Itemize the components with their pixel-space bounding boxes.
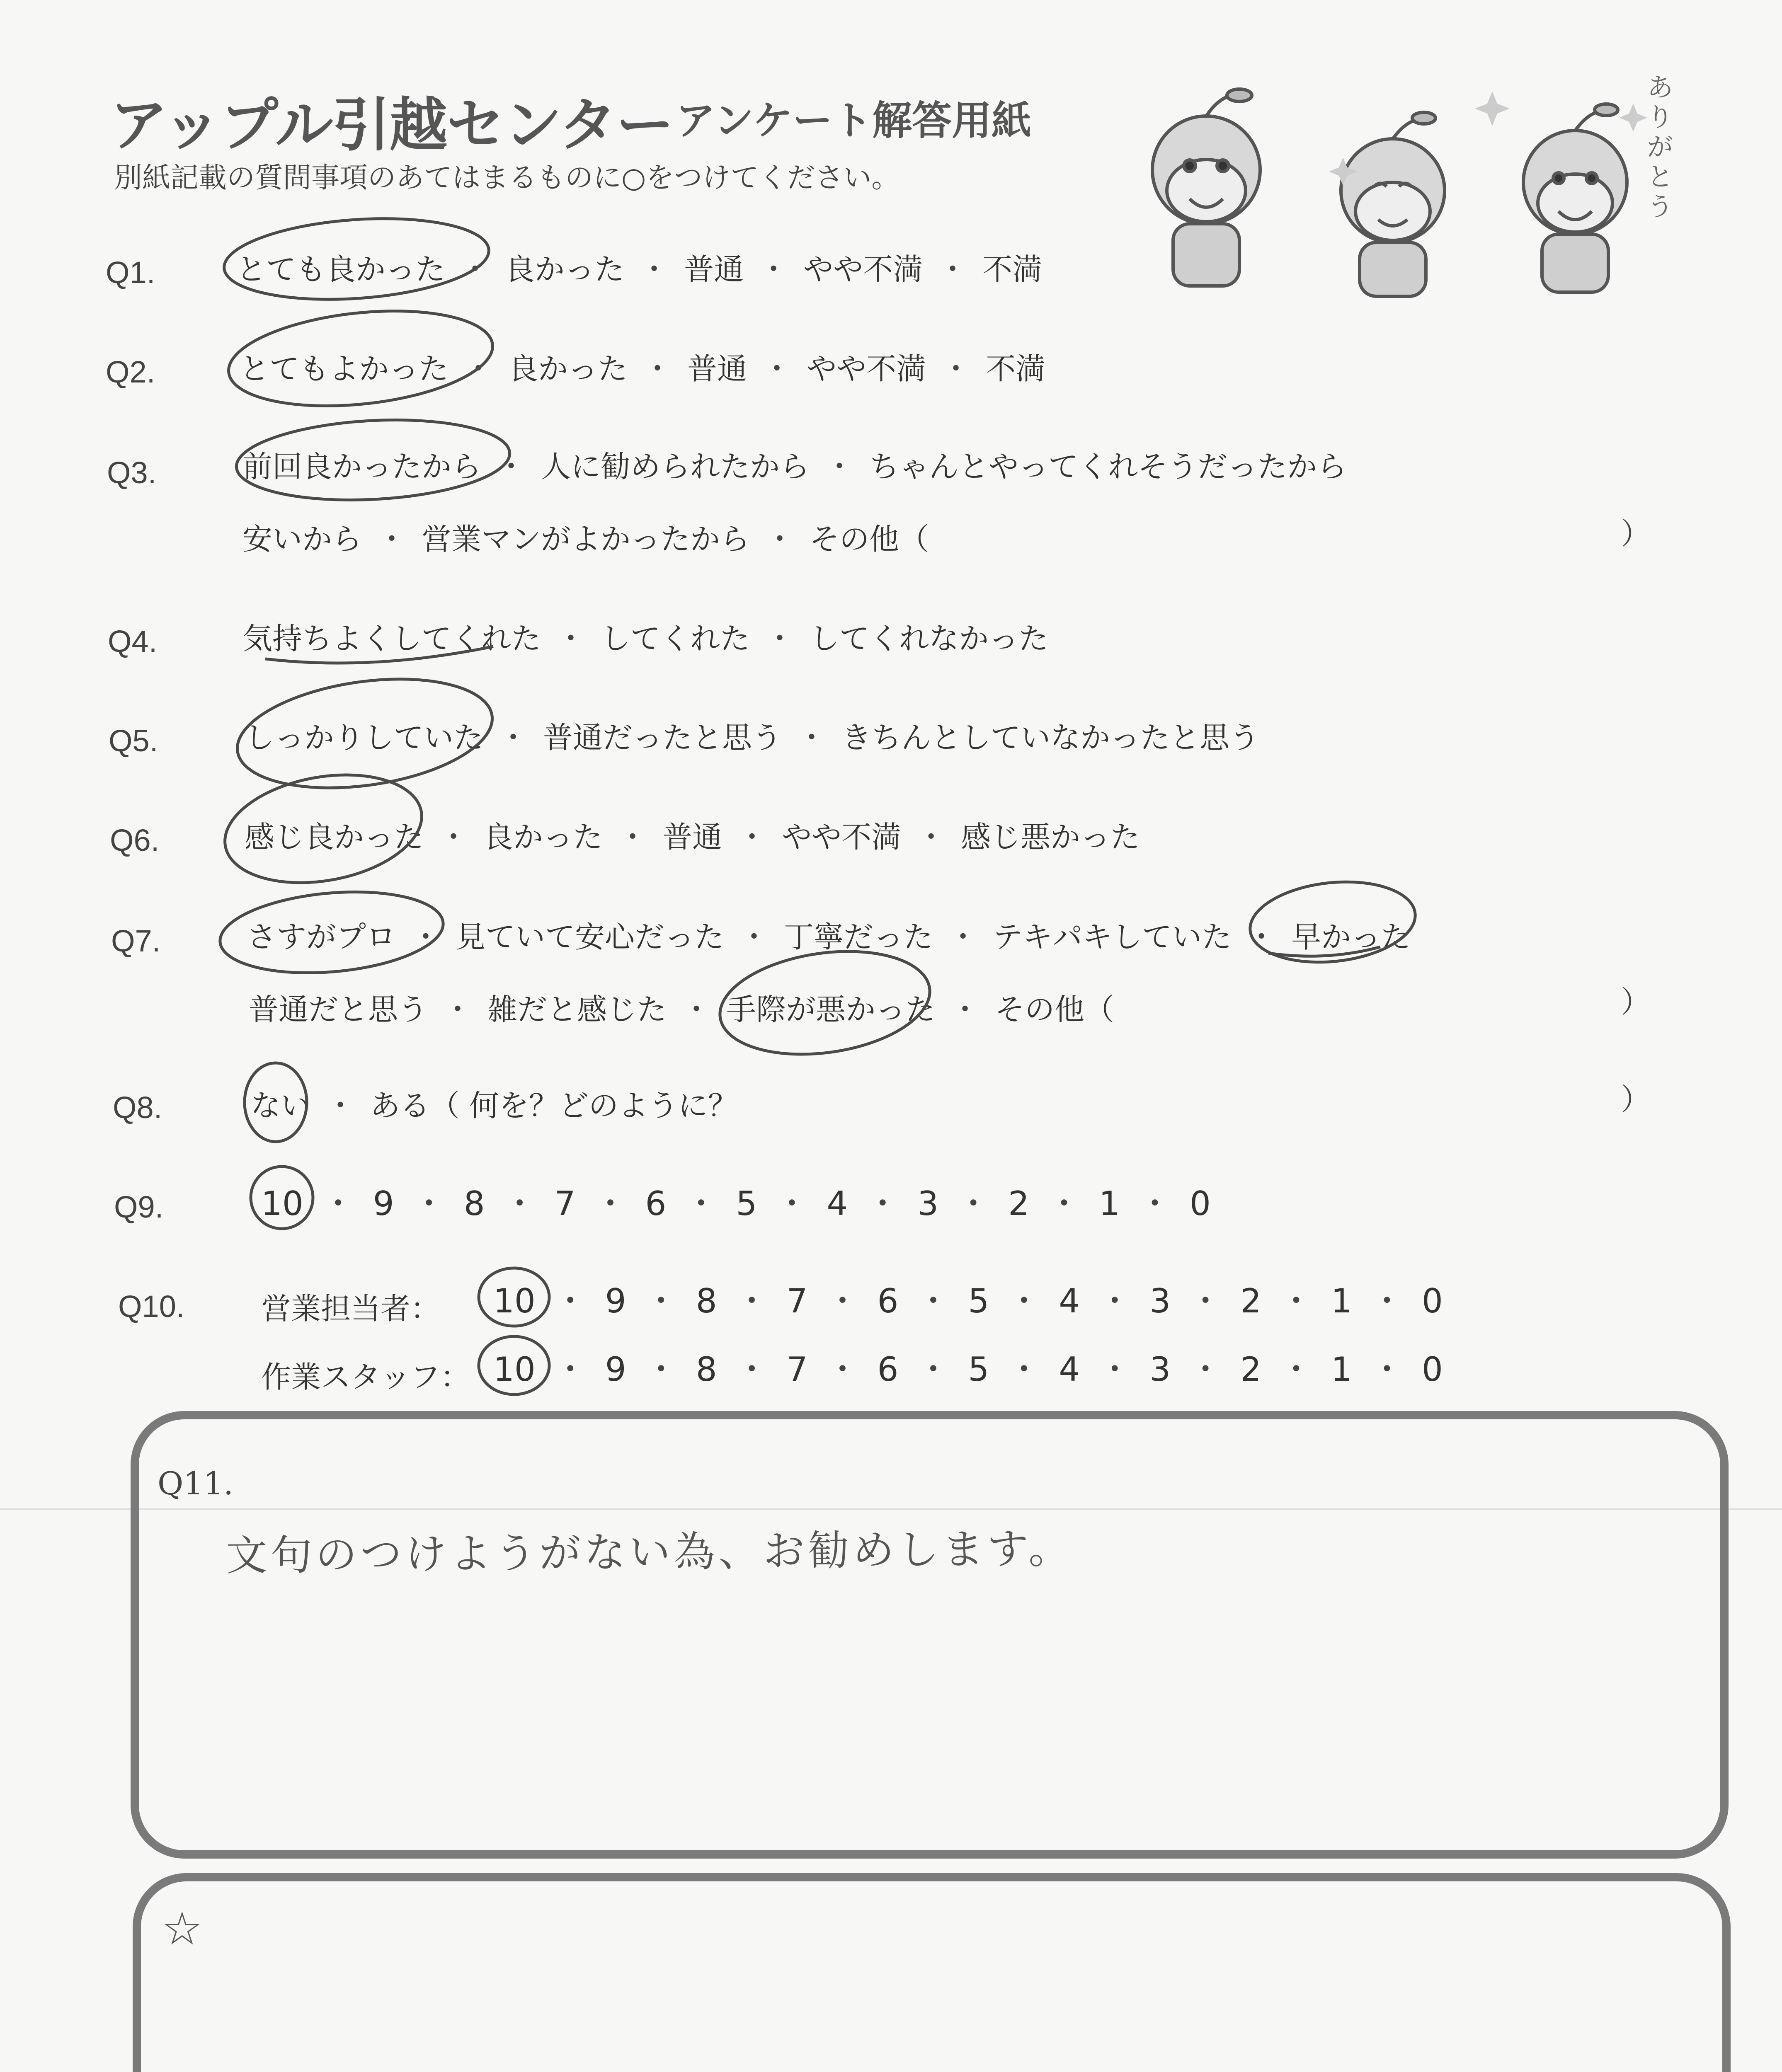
q10-staff-option[interactable]: 1	[1331, 1350, 1352, 1389]
q1-option[interactable]: 不満	[982, 252, 1043, 287]
q8-option[interactable]: ない	[251, 1088, 311, 1123]
q10-staff-label: 作業スタッフ：	[261, 1360, 470, 1394]
q10-sales-option[interactable]: 2	[1240, 1282, 1262, 1320]
q3-option[interactable]: 営業マンがよかったから	[422, 522, 750, 557]
q9-answer-circle	[251, 1167, 313, 1229]
q10-staff-option[interactable]: 5	[968, 1350, 989, 1389]
q5-option[interactable]: しっかりしていた	[245, 720, 484, 755]
q7-answer-circle-3	[713, 939, 936, 1067]
q4-label: Q4.	[108, 624, 158, 658]
q4-answer-curve	[265, 646, 493, 663]
q7-option[interactable]: 早かった	[1291, 920, 1411, 954]
q7-close-paren: ）	[1621, 985, 1651, 1019]
q10-sales-option[interactable]: 7	[786, 1282, 808, 1320]
q3-option[interactable]: ちゃんとやってくれそうだったから	[869, 449, 1347, 484]
q10-sales-option[interactable]: 1	[1331, 1282, 1352, 1320]
company-title: アップル引越センター	[110, 92, 674, 159]
q9-option[interactable]: 3	[917, 1184, 939, 1223]
q4-option[interactable]: してくれなかった	[810, 621, 1049, 656]
q7-option[interactable]: テキパキしていた	[993, 920, 1232, 954]
q10-sales-option[interactable]: 10	[493, 1282, 536, 1320]
q4-option[interactable]: してくれた	[601, 621, 750, 656]
q3-options-line2: 安いから ・ 営業マンがよかったから ・ その他（	[242, 522, 929, 557]
q6-option[interactable]: 感じ悪かった	[961, 820, 1140, 854]
q6-options: 感じ良かった ・ 良かった ・ 普通 ・ やや不満 ・ 感じ悪かった	[245, 820, 1140, 854]
free-comment-box[interactable]	[133, 1873, 1731, 2072]
q7-option[interactable]: さすがプロ	[247, 920, 396, 954]
q8-label: Q8.	[113, 1090, 162, 1125]
q3-close-paren: ）	[1621, 516, 1651, 551]
star-icon: ☆	[162, 1902, 203, 1955]
q1-options: とても良かった ・ 良かった ・ 普通 ・ やや不満 ・ 不満	[236, 252, 1043, 287]
q2-option[interactable]: やや不満	[807, 351, 926, 386]
q7-options-line2: 普通だと思う ・ 雑だと感じた ・ 手際が悪かった ・ その他（	[249, 992, 1115, 1027]
q9-option[interactable]: 1	[1099, 1184, 1120, 1223]
q7-option[interactable]: 手際が悪かった	[726, 992, 936, 1027]
q7-answer-circle-1	[217, 884, 447, 981]
q5-options: しっかりしていた ・ 普通だったと思う ・ きちんとしていなかったと思う	[245, 720, 1260, 755]
instruction-text: 別紙記載の質問事項のあてはまるものに○をつけてください。	[114, 162, 900, 194]
thanks-text: ありがとう	[1647, 72, 1673, 222]
q10-staff-option[interactable]: 7	[786, 1350, 808, 1389]
q8-options: ない ・ ある（ 何を？どのように？	[251, 1088, 738, 1123]
q3-answer-circle	[234, 414, 512, 506]
q11-comment-box[interactable]	[131, 1411, 1729, 1859]
q10-staff-option[interactable]: 3	[1149, 1350, 1171, 1389]
q9-option[interactable]: 4	[827, 1184, 848, 1223]
q9-option[interactable]: 2	[1008, 1184, 1030, 1223]
q9-option[interactable]: 6	[645, 1184, 667, 1223]
q10-sales-option[interactable]: 9	[605, 1282, 626, 1320]
q6-option[interactable]: 良かった	[483, 820, 603, 854]
q10-sales-option[interactable]: 5	[968, 1282, 989, 1320]
q10-sales-option[interactable]: 6	[877, 1282, 899, 1320]
q7-option[interactable]: 丁寧だった	[784, 920, 933, 954]
q7-option[interactable]: その他（	[995, 992, 1115, 1027]
q9-option[interactable]: 8	[463, 1184, 485, 1223]
q9-option[interactable]: 5	[736, 1184, 757, 1223]
q10-sales-option[interactable]: 8	[696, 1282, 717, 1320]
q2-option[interactable]: とてもよかった	[240, 351, 449, 386]
q6-option[interactable]: 感じ良かった	[245, 820, 424, 854]
q10-staff-option[interactable]: 4	[1059, 1350, 1080, 1389]
q10-sales-scale: 10 ・ 9 ・ 8 ・ 7 ・ 6 ・ 5 ・ 4 ・ 3 ・ 2 ・ 1 ・ 0	[493, 1282, 1443, 1320]
q6-option[interactable]: やや不満	[782, 820, 902, 854]
q10-staff-option[interactable]: 9	[605, 1350, 626, 1389]
form-title: アンケート解答用紙	[676, 97, 1032, 144]
q10-staff-option[interactable]: 6	[877, 1350, 899, 1389]
q5-label: Q5.	[109, 724, 158, 758]
q2-option[interactable]: 良かった	[508, 351, 628, 386]
q6-option[interactable]: 普通	[662, 820, 722, 854]
q10-label: Q10.	[118, 1289, 185, 1324]
q8-answer-circle	[245, 1063, 307, 1142]
q3-label: Q3.	[107, 455, 157, 490]
q7-option[interactable]: 見ていて安心だった	[456, 920, 725, 954]
q8-option[interactable]: ある（ 何を？どのように？	[370, 1088, 738, 1123]
q5-answer-circle	[230, 664, 499, 803]
q2-label: Q2.	[106, 355, 155, 389]
q7-option[interactable]: 雑だと感じた	[487, 992, 667, 1027]
q2-options: とてもよかった ・ 良かった ・ 普通 ・ やや不満 ・ 不満	[240, 351, 1046, 386]
q9-option[interactable]: 9	[373, 1184, 394, 1223]
q9-label: Q9.	[114, 1190, 164, 1224]
q10-sales-option[interactable]: 4	[1059, 1282, 1080, 1320]
q4-option[interactable]: 気持ちよくしてくれた	[242, 621, 541, 656]
q10-sales-label: 営業担当者：	[261, 1291, 441, 1326]
q1-label: Q1.	[106, 255, 155, 290]
q1-option[interactable]: やや不満	[803, 252, 923, 287]
q10-staff-option[interactable]: 8	[696, 1350, 717, 1389]
q3-option[interactable]: その他（	[810, 522, 929, 557]
q5-option[interactable]: きちんとしていなかったと思う	[841, 720, 1260, 755]
q9-option[interactable]: 0	[1189, 1184, 1211, 1223]
q10-sales-answer-circle	[479, 1268, 549, 1326]
q10-staff-option[interactable]: 0	[1421, 1350, 1443, 1389]
q10-staff-option[interactable]: 10	[493, 1350, 536, 1389]
q10-staff-option[interactable]: 2	[1240, 1350, 1262, 1389]
q7-options-line1: さすがプロ ・ 見ていて安心だった ・ 丁寧だった ・ テキパキしていた ・ 早かった	[247, 920, 1411, 954]
q4-options: 気持ちよくしてくれた ・ してくれた ・ してくれなかった	[242, 621, 1049, 656]
q3-options-line1: 前回良かったから ・ 人に勧められたから ・ ちゃんとやってくれそうだったから	[242, 449, 1347, 484]
q1-option[interactable]: とても良かった	[236, 252, 446, 287]
q10-staff-scale: 10 ・ 9 ・ 8 ・ 7 ・ 6 ・ 5 ・ 4 ・ 3 ・ 2 ・ 1 ・ 0	[493, 1350, 1443, 1389]
q1-option[interactable]: 普通	[684, 252, 744, 287]
q7-label: Q7.	[111, 924, 161, 958]
q2-option[interactable]: 普通	[687, 351, 747, 386]
q3-option[interactable]: 前回良かったから	[242, 449, 482, 484]
q1-option[interactable]: 良かった	[505, 252, 625, 287]
q9-option[interactable]: 7	[554, 1184, 576, 1223]
q3-option[interactable]: 安いから	[242, 522, 362, 557]
q8-close-paren: ）	[1621, 1082, 1651, 1117]
q7-option[interactable]: 普通だと思う	[249, 992, 428, 1027]
q11-handwritten-answer: 文句のつけようがない為、お勧めします。	[225, 1524, 1074, 1580]
q9-option[interactable]: 10	[261, 1184, 303, 1223]
q1-answer-circle	[221, 211, 492, 307]
q10-sales-option[interactable]: 0	[1421, 1282, 1443, 1320]
q10-sales-option[interactable]: 3	[1149, 1282, 1171, 1320]
q11-label: Q11.	[158, 1465, 234, 1502]
q10-staff-answer-circle	[479, 1336, 549, 1394]
q3-option[interactable]: 人に勧められたから	[541, 449, 810, 484]
q6-label: Q6.	[110, 823, 160, 857]
q9-scale: 10 ・ 9 ・ 8 ・ 7 ・ 6 ・ 5 ・ 4 ・ 3 ・ 2 ・ 1 ・ 0	[261, 1184, 1211, 1223]
q2-option[interactable]: 不満	[986, 351, 1046, 386]
q2-answer-circle	[224, 299, 497, 418]
q5-option[interactable]: 普通だったと思う	[543, 720, 782, 755]
